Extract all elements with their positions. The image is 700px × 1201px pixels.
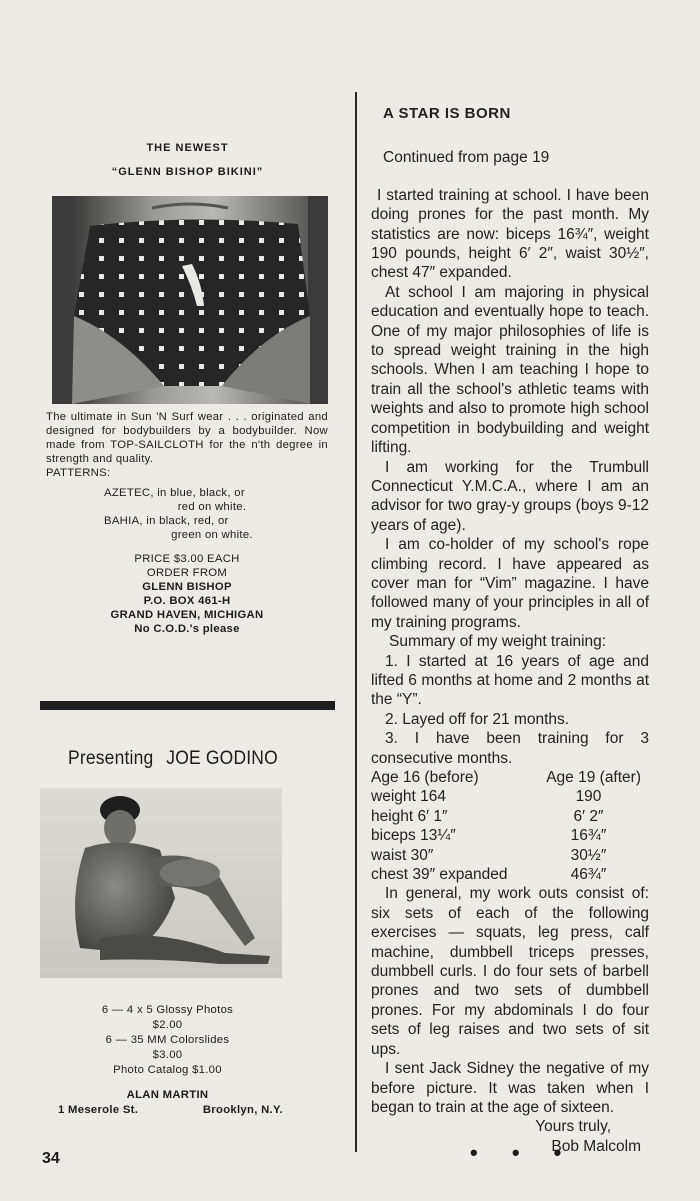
before-header: Age 16 (before) (371, 769, 479, 786)
seller-city: GRAND HAVEN, MICHIGAN (110, 609, 264, 621)
paragraph-5: In general, my work outs consist of: six sets of each of the following exercises — squats, leg press, calf machine, dumbbell triceps presses, dumbbell curls. I do four sets of barbell prones and two sets of dumbbell prones. For my abdominals I do four sets of leg raises and two sets of sit ups. (371, 885, 649, 1058)
pattern-bahia-colors: green on white. (171, 529, 253, 541)
closing-salutation: Yours truly, (535, 1118, 611, 1136)
stat-before: chest 39″ expanded (371, 866, 508, 884)
stats-row (371, 787, 649, 806)
page-number: 34 (42, 1150, 60, 1167)
seller-address (40, 1103, 295, 1118)
no-cod-note: No C.O.D.'s please (134, 623, 240, 635)
seller-city-2: Brooklyn, N.Y. (202, 1104, 283, 1116)
order-info (46, 552, 328, 636)
summary-item-2: 2. Layed off for 21 months. (385, 710, 570, 728)
offer-colorslides-price: $3.00 (152, 1049, 183, 1061)
paragraph-6: I sent Jack Sidney the negative of my before picture. It was taken when I began to train at the age of sixteen. (371, 1060, 649, 1116)
bikini-description: The ultimate in Sun 'N Surf wear . . . originated and designed for bodybuilders by a bodybuilder. Now made from TOP-SAILCLOTH for the n'th degree in strength and quality. (46, 411, 328, 465)
section-divider (40, 701, 335, 710)
model-photo (40, 788, 282, 978)
pattern-azetec: AZETEC, in blue, black, or (104, 487, 245, 499)
summary-item-3: 3. I have been training for 3 consecutive months. (371, 730, 649, 767)
stats-row (371, 865, 649, 884)
paragraph-4: I am co-holder of my school's rope climbing record. I have appeared as cover man for “Vim” magazine. I have followed many of your principles in all of my training programs. (371, 536, 649, 631)
bikini-photo (52, 196, 328, 404)
order-from: ORDER FROM (146, 567, 228, 579)
ad-heading-newest: THE NEWEST (146, 142, 229, 154)
patterns-label: PATTERNS: (46, 467, 111, 479)
stat-before: biceps 13¼″ (371, 827, 456, 845)
stat-after: 16¾″ (570, 827, 607, 845)
seller-street: 1 Meserole St. (58, 1104, 139, 1116)
article (371, 100, 649, 1156)
paragraph-2: At school I am majoring in physical education and eventually hope to teach. One of my major philosophies of life is to spread weight training in the high schools. When I am teaching I hope to train all the school's athletic teams with weights and also to promote high school competition in bodybuilding and weight lifting. (371, 283, 649, 457)
stat-after: 30½″ (570, 846, 607, 864)
pattern-bahia: BAHIA, in black, red, or (104, 515, 229, 527)
stat-after: 46¾″ (570, 866, 607, 884)
article-body (371, 186, 649, 1156)
stat-after: 6′ 2″ (573, 807, 604, 825)
bikini-photo-illustration (52, 196, 328, 404)
offer-glossy-price: $2.00 (152, 1019, 183, 1031)
pattern-azetec-colors: red on white. (177, 501, 247, 513)
model-name: JOE GODINO (166, 748, 278, 769)
seller-name-2: ALAN MARTIN (126, 1089, 209, 1101)
end-of-article-mark: • • • (470, 1140, 576, 1165)
stat-before: waist 30″ (371, 846, 434, 864)
offer-catalog: Photo Catalog $1.00 (113, 1064, 222, 1076)
summary-item-1: 1. I started at 16 years of age and lifted 6 months at home and 2 months at the “Y”. (371, 652, 649, 709)
after-header: Age 19 (after) (546, 769, 641, 786)
seated-bodybuilder-illustration (40, 788, 282, 978)
paragraph-3: I am working for the Trumbull Connecticut Y.M.C.A., where I am an advisor for two gray-y groups (boys 9-12 years of age). (371, 458, 649, 534)
bikini-advertisement (40, 140, 335, 635)
presenting-heading (68, 748, 278, 770)
price: PRICE $3.00 EACH (134, 553, 240, 565)
stat-before: height 6′ 1″ (371, 807, 448, 825)
stats-row (371, 826, 649, 845)
po-box: P.O. BOX 461-H (143, 595, 231, 607)
seller-name: GLENN BISHOP (142, 581, 232, 593)
column-rule (355, 92, 357, 1152)
summary-heading: Summary of my weight training: (389, 633, 607, 651)
paragraph-1: I started training at school. I have been doing prones for the past month. My statistics are now: biceps 16¾″, weight 190 pounds, height 6′ 2″, waist 30½″, chest 47″ expanded. (371, 186, 649, 282)
stats-header-row (371, 768, 649, 787)
article-title: A STAR IS BORN (383, 105, 511, 122)
stats-row (371, 807, 649, 826)
presenting-label: Presenting (68, 748, 154, 769)
stat-before: weight 164 (371, 788, 446, 806)
continued-note: Continued from page 19 (383, 149, 550, 167)
stats-row (371, 846, 649, 865)
ad-heading-product: “GLENN BISHOP BIKINI” (111, 166, 264, 178)
offer-glossy-photos: 6 — 4 x 5 Glossy Photos (101, 1004, 234, 1016)
offer-colorslides: 6 — 35 MM Colorslides (105, 1034, 230, 1046)
stat-after: 190 (575, 788, 602, 806)
stats-table (371, 768, 649, 884)
photo-offer-copy (40, 1003, 295, 1118)
bikini-ad-copy (46, 410, 328, 636)
author-signature: Bob Malcolm (551, 1137, 641, 1155)
